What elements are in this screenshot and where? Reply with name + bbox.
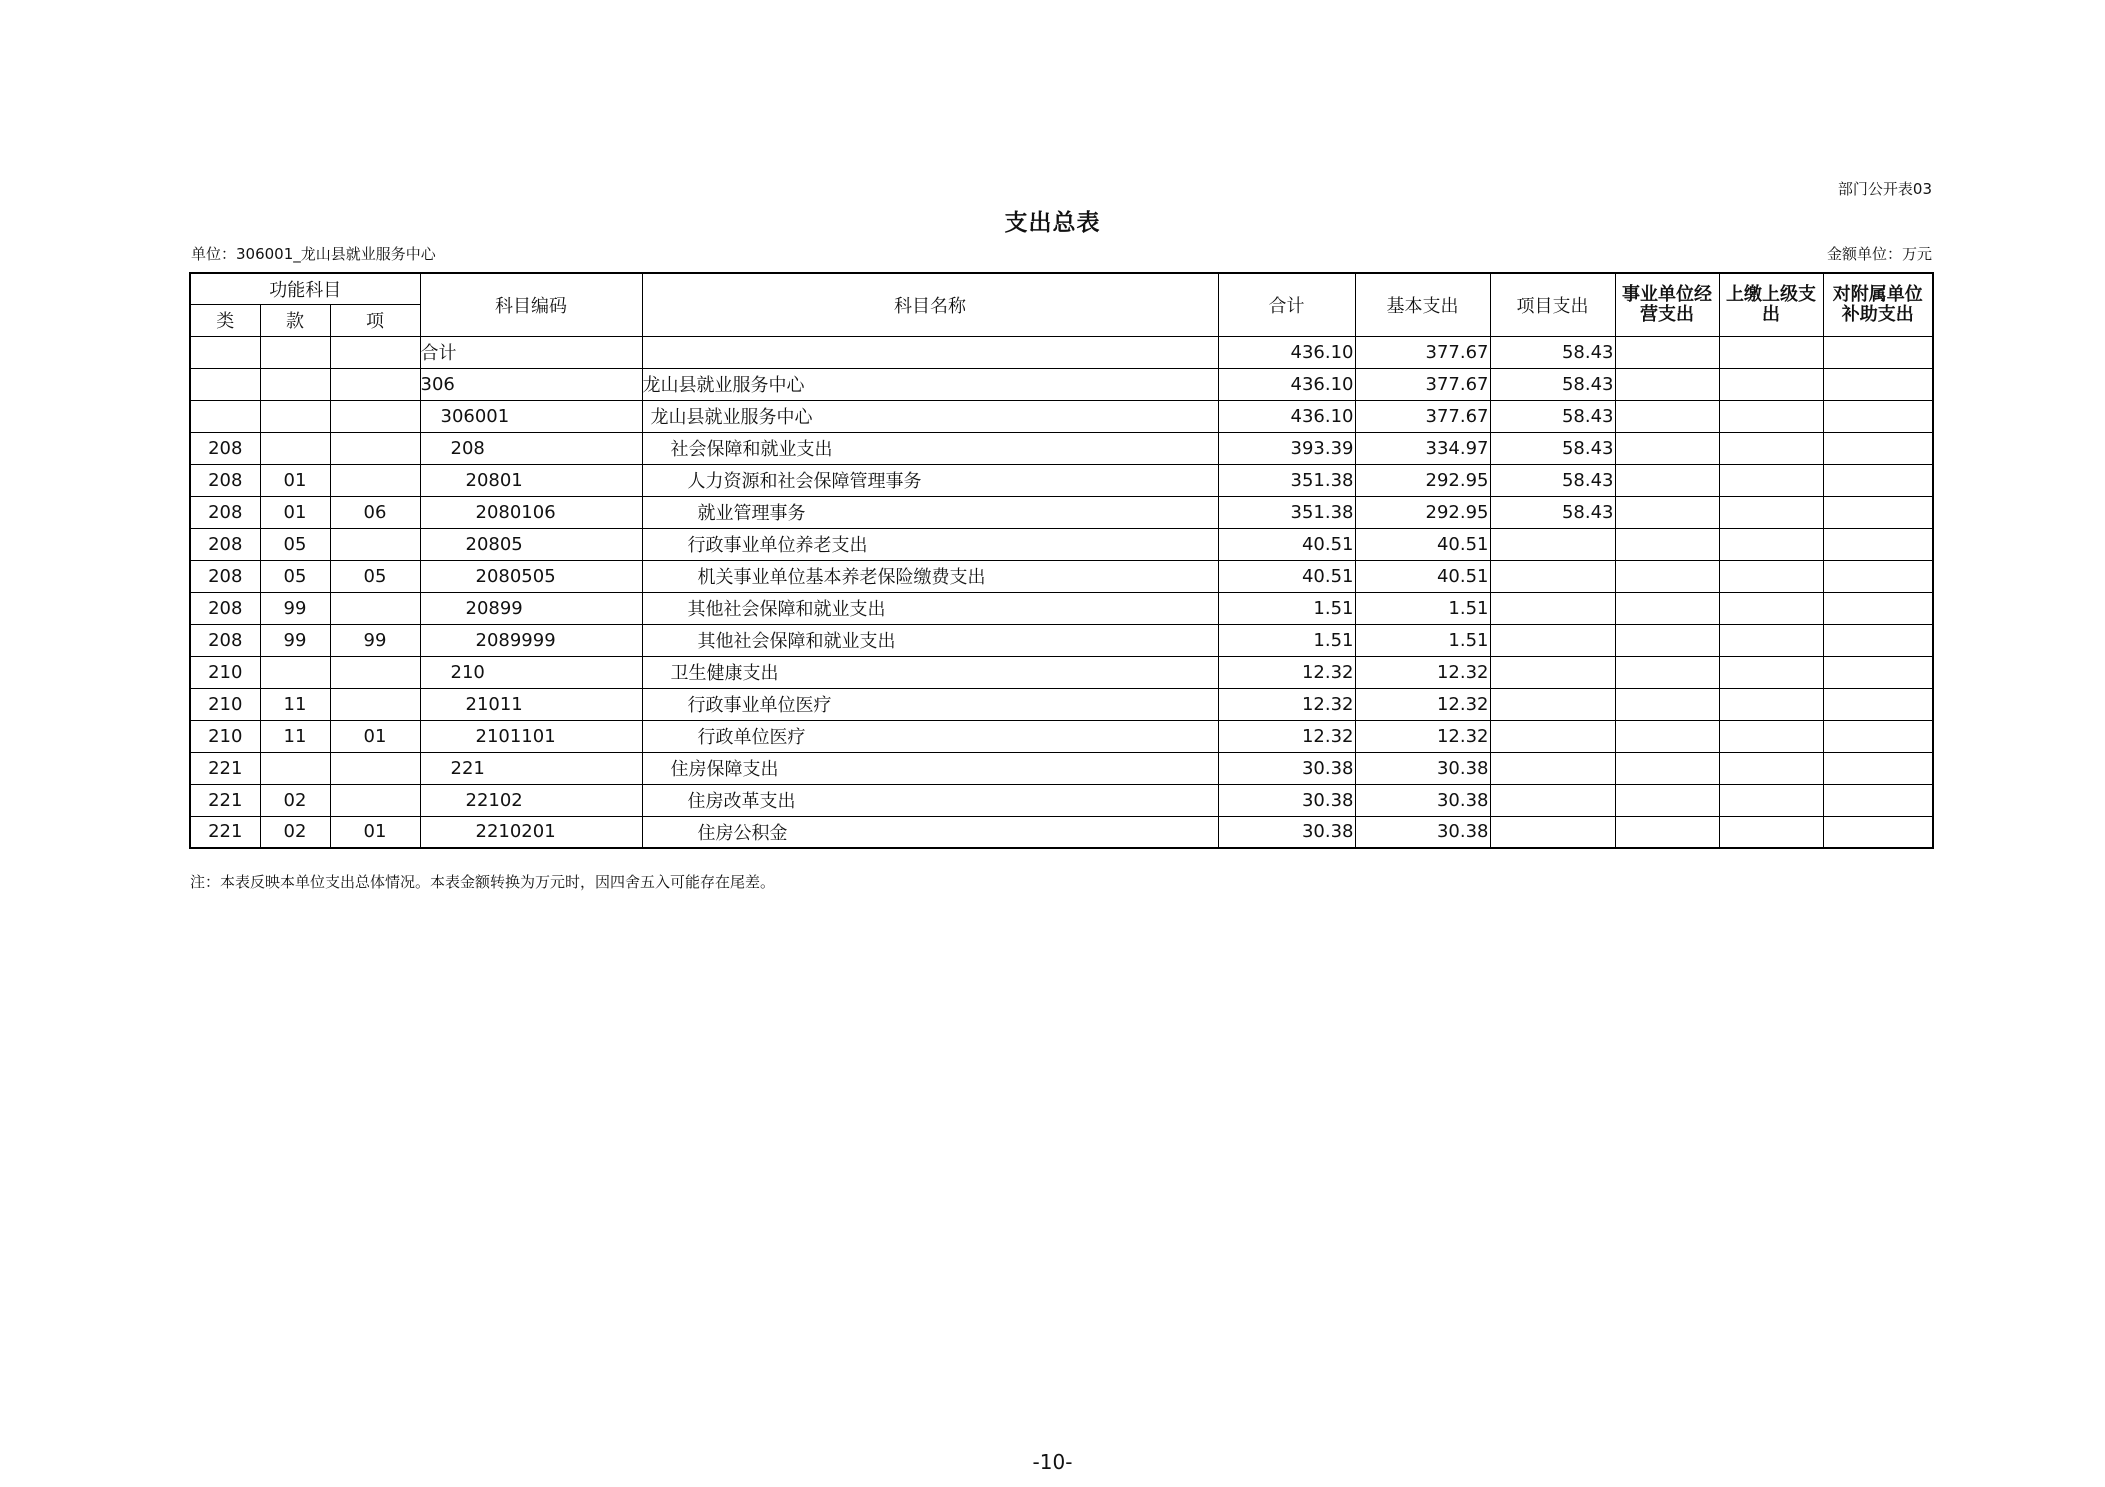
cell-enterprise — [1615, 720, 1719, 752]
cell-xiang: 06 — [330, 496, 420, 528]
cell-kuan: 01 — [260, 496, 330, 528]
cell-enterprise — [1615, 656, 1719, 688]
cell-enterprise — [1615, 464, 1719, 496]
table-row — [190, 592, 1933, 624]
cell-subsidy — [1823, 560, 1933, 592]
cell-kuan — [260, 400, 330, 432]
cell-total: 12.32 — [1218, 720, 1355, 752]
cell-lei — [190, 400, 260, 432]
cell-xiang: 05 — [330, 560, 420, 592]
cell-enterprise — [1615, 784, 1719, 816]
cell-kuan — [260, 752, 330, 784]
cell-total: 436.10 — [1218, 400, 1355, 432]
cell-project: 58.43 — [1490, 432, 1615, 464]
cell-upper — [1719, 624, 1823, 656]
cell-name: 行政单位医疗 — [642, 720, 1218, 752]
cell-project: 58.43 — [1490, 368, 1615, 400]
cell-project — [1490, 816, 1615, 848]
page-number: -10- — [1032, 1450, 1073, 1474]
table-row — [190, 720, 1933, 752]
header-func-subject: 功能科目 — [190, 273, 420, 304]
cell-subsidy — [1823, 688, 1933, 720]
cell-upper — [1719, 656, 1823, 688]
cell-xiang — [330, 432, 420, 464]
cell-basic: 40.51 — [1355, 560, 1490, 592]
cell-code: 20899 — [420, 592, 642, 624]
cell-total: 351.38 — [1218, 496, 1355, 528]
cell-subsidy — [1823, 432, 1933, 464]
cell-upper — [1719, 816, 1823, 848]
cell-name: 行政事业单位养老支出 — [642, 528, 1218, 560]
cell-name: 住房公积金 — [642, 816, 1218, 848]
cell-basic: 1.51 — [1355, 592, 1490, 624]
header-kuan: 款 — [260, 304, 330, 336]
cell-total: 40.51 — [1218, 528, 1355, 560]
cell-project: 58.43 — [1490, 464, 1615, 496]
cell-kuan — [260, 336, 330, 368]
table-row — [190, 368, 1933, 400]
cell-xiang — [330, 752, 420, 784]
cell-code: 210 — [420, 656, 642, 688]
cell-enterprise — [1615, 496, 1719, 528]
cell-basic: 30.38 — [1355, 752, 1490, 784]
header-basic: 基本支出 — [1355, 273, 1490, 336]
cell-project: 58.43 — [1490, 336, 1615, 368]
cell-subsidy — [1823, 528, 1933, 560]
cell-name: 其他社会保障和就业支出 — [642, 624, 1218, 656]
cell-code: 20805 — [420, 528, 642, 560]
cell-xiang: 01 — [330, 720, 420, 752]
cell-xiang — [330, 464, 420, 496]
header-upper: 上缴上级支出 — [1719, 273, 1823, 336]
cell-subsidy — [1823, 816, 1933, 848]
header-code: 科目编码 — [420, 273, 642, 336]
cell-lei: 221 — [190, 784, 260, 816]
cell-kuan: 05 — [260, 528, 330, 560]
cell-enterprise — [1615, 336, 1719, 368]
cell-total: 393.39 — [1218, 432, 1355, 464]
cell-name: 行政事业单位医疗 — [642, 688, 1218, 720]
cell-kuan: 99 — [260, 624, 330, 656]
cell-name — [642, 336, 1218, 368]
cell-project — [1490, 560, 1615, 592]
cell-subsidy — [1823, 592, 1933, 624]
cell-lei — [190, 336, 260, 368]
table-row — [190, 432, 1933, 464]
cell-code: 合计 — [420, 336, 642, 368]
cell-basic: 292.95 — [1355, 464, 1490, 496]
table-note: 注：本表反映本单位支出总体情况。本表金额转换为万元时，因四舍五入可能存在尾差。 — [190, 873, 776, 891]
cell-code: 306001 — [420, 400, 642, 432]
cell-upper — [1719, 432, 1823, 464]
cell-upper — [1719, 752, 1823, 784]
cell-enterprise — [1615, 528, 1719, 560]
cell-total: 436.10 — [1218, 368, 1355, 400]
cell-upper — [1719, 688, 1823, 720]
cell-name: 龙山县就业服务中心 — [642, 368, 1218, 400]
header-lei: 类 — [190, 304, 260, 336]
header-xiang: 项 — [330, 304, 420, 336]
cell-subsidy — [1823, 368, 1933, 400]
cell-name: 人力资源和社会保障管理事务 — [642, 464, 1218, 496]
cell-subsidy — [1823, 496, 1933, 528]
cell-upper — [1719, 368, 1823, 400]
cell-code: 22102 — [420, 784, 642, 816]
cell-name: 其他社会保障和就业支出 — [642, 592, 1218, 624]
cell-project: 58.43 — [1490, 496, 1615, 528]
cell-xiang — [330, 368, 420, 400]
cell-code: 20801 — [420, 464, 642, 496]
cell-code: 221 — [420, 752, 642, 784]
cell-project — [1490, 720, 1615, 752]
cell-code: 2080505 — [420, 560, 642, 592]
cell-total: 436.10 — [1218, 336, 1355, 368]
cell-project — [1490, 656, 1615, 688]
cell-basic: 12.32 — [1355, 656, 1490, 688]
cell-kuan: 11 — [260, 688, 330, 720]
cell-xiang — [330, 400, 420, 432]
cell-code: 2210201 — [420, 816, 642, 848]
header-enterprise: 事业单位经营支出 — [1615, 273, 1719, 336]
cell-subsidy — [1823, 624, 1933, 656]
cell-upper — [1719, 496, 1823, 528]
cell-kuan: 02 — [260, 784, 330, 816]
cell-xiang: 99 — [330, 624, 420, 656]
cell-subsidy — [1823, 784, 1933, 816]
cell-upper — [1719, 560, 1823, 592]
cell-project — [1490, 688, 1615, 720]
cell-basic: 12.32 — [1355, 720, 1490, 752]
cell-upper — [1719, 784, 1823, 816]
cell-enterprise — [1615, 624, 1719, 656]
table-row — [190, 656, 1933, 688]
cell-kuan: 02 — [260, 816, 330, 848]
cell-total: 12.32 — [1218, 656, 1355, 688]
cell-kuan: 05 — [260, 560, 330, 592]
cell-basic: 12.32 — [1355, 688, 1490, 720]
table-row — [190, 464, 1933, 496]
cell-lei: 208 — [190, 464, 260, 496]
cell-basic: 377.67 — [1355, 336, 1490, 368]
cell-enterprise — [1615, 816, 1719, 848]
cell-total: 40.51 — [1218, 560, 1355, 592]
form-id-label: 部门公开表03 — [1837, 180, 1932, 198]
cell-upper — [1719, 592, 1823, 624]
cell-lei: 221 — [190, 752, 260, 784]
cell-lei — [190, 368, 260, 400]
table-row — [190, 496, 1933, 528]
table-row — [190, 624, 1933, 656]
cell-subsidy — [1823, 336, 1933, 368]
cell-basic: 40.51 — [1355, 528, 1490, 560]
cell-kuan: 99 — [260, 592, 330, 624]
cell-project: 58.43 — [1490, 400, 1615, 432]
table-row — [190, 400, 1933, 432]
unit-label: 单位：306001_龙山县就业服务中心 — [191, 245, 436, 263]
cell-total: 351.38 — [1218, 464, 1355, 496]
cell-project — [1490, 784, 1615, 816]
table-row — [190, 752, 1933, 784]
cell-basic: 292.95 — [1355, 496, 1490, 528]
cell-xiang: 01 — [330, 816, 420, 848]
table-row — [190, 560, 1933, 592]
cell-lei: 208 — [190, 560, 260, 592]
cell-kuan — [260, 368, 330, 400]
cell-lei: 208 — [190, 624, 260, 656]
table-row — [190, 688, 1933, 720]
expense-table — [189, 272, 1934, 849]
cell-project — [1490, 624, 1615, 656]
cell-lei: 210 — [190, 656, 260, 688]
cell-enterprise — [1615, 400, 1719, 432]
cell-total: 1.51 — [1218, 624, 1355, 656]
cell-project — [1490, 528, 1615, 560]
cell-name: 卫生健康支出 — [642, 656, 1218, 688]
table-row — [190, 336, 1933, 368]
cell-code: 2089999 — [420, 624, 642, 656]
cell-lei: 208 — [190, 592, 260, 624]
cell-basic: 30.38 — [1355, 784, 1490, 816]
cell-name: 就业管理事务 — [642, 496, 1218, 528]
cell-name: 住房改革支出 — [642, 784, 1218, 816]
cell-lei: 210 — [190, 720, 260, 752]
cell-name: 住房保障支出 — [642, 752, 1218, 784]
cell-code: 21011 — [420, 688, 642, 720]
cell-xiang — [330, 688, 420, 720]
cell-total: 30.38 — [1218, 752, 1355, 784]
cell-basic: 377.67 — [1355, 368, 1490, 400]
cell-kuan — [260, 432, 330, 464]
cell-lei: 208 — [190, 528, 260, 560]
cell-enterprise — [1615, 592, 1719, 624]
cell-xiang — [330, 528, 420, 560]
cell-basic: 1.51 — [1355, 624, 1490, 656]
cell-basic: 377.67 — [1355, 400, 1490, 432]
header-total: 合计 — [1218, 273, 1355, 336]
cell-subsidy — [1823, 720, 1933, 752]
cell-code: 306 — [420, 368, 642, 400]
cell-project — [1490, 752, 1615, 784]
cell-code: 2080106 — [420, 496, 642, 528]
cell-enterprise — [1615, 432, 1719, 464]
cell-enterprise — [1615, 560, 1719, 592]
cell-basic: 30.38 — [1355, 816, 1490, 848]
cell-xiang — [330, 336, 420, 368]
table-row — [190, 816, 1933, 848]
page-title: 支出总表 — [1004, 210, 1101, 236]
header-name: 科目名称 — [642, 273, 1218, 336]
cell-total: 12.32 — [1218, 688, 1355, 720]
header-project: 项目支出 — [1490, 273, 1615, 336]
cell-upper — [1719, 464, 1823, 496]
cell-total: 30.38 — [1218, 816, 1355, 848]
cell-xiang — [330, 784, 420, 816]
cell-total: 1.51 — [1218, 592, 1355, 624]
cell-enterprise — [1615, 368, 1719, 400]
cell-subsidy — [1823, 752, 1933, 784]
cell-lei: 210 — [190, 688, 260, 720]
cell-name: 龙山县就业服务中心 — [642, 400, 1218, 432]
cell-upper — [1719, 336, 1823, 368]
cell-xiang — [330, 592, 420, 624]
table-row — [190, 528, 1933, 560]
cell-name: 社会保障和就业支出 — [642, 432, 1218, 464]
cell-enterprise — [1615, 688, 1719, 720]
cell-project — [1490, 592, 1615, 624]
cell-subsidy — [1823, 656, 1933, 688]
cell-basic: 334.97 — [1355, 432, 1490, 464]
table-body — [190, 336, 1933, 848]
cell-kuan: 11 — [260, 720, 330, 752]
cell-code: 208 — [420, 432, 642, 464]
cell-lei: 221 — [190, 816, 260, 848]
table-row — [190, 784, 1933, 816]
cell-upper — [1719, 400, 1823, 432]
cell-subsidy — [1823, 464, 1933, 496]
cell-enterprise — [1615, 752, 1719, 784]
cell-subsidy — [1823, 400, 1933, 432]
cell-kuan — [260, 656, 330, 688]
cell-name: 机关事业单位基本养老保险缴费支出 — [642, 560, 1218, 592]
cell-lei: 208 — [190, 496, 260, 528]
cell-xiang — [330, 656, 420, 688]
cell-total: 30.38 — [1218, 784, 1355, 816]
header-subsidy: 对附属单位补助支出 — [1823, 273, 1933, 336]
cell-kuan: 01 — [260, 464, 330, 496]
cell-code: 2101101 — [420, 720, 642, 752]
money-unit-label: 金额单位：万元 — [1826, 245, 1932, 263]
cell-upper — [1719, 528, 1823, 560]
cell-lei: 208 — [190, 432, 260, 464]
cell-upper — [1719, 720, 1823, 752]
